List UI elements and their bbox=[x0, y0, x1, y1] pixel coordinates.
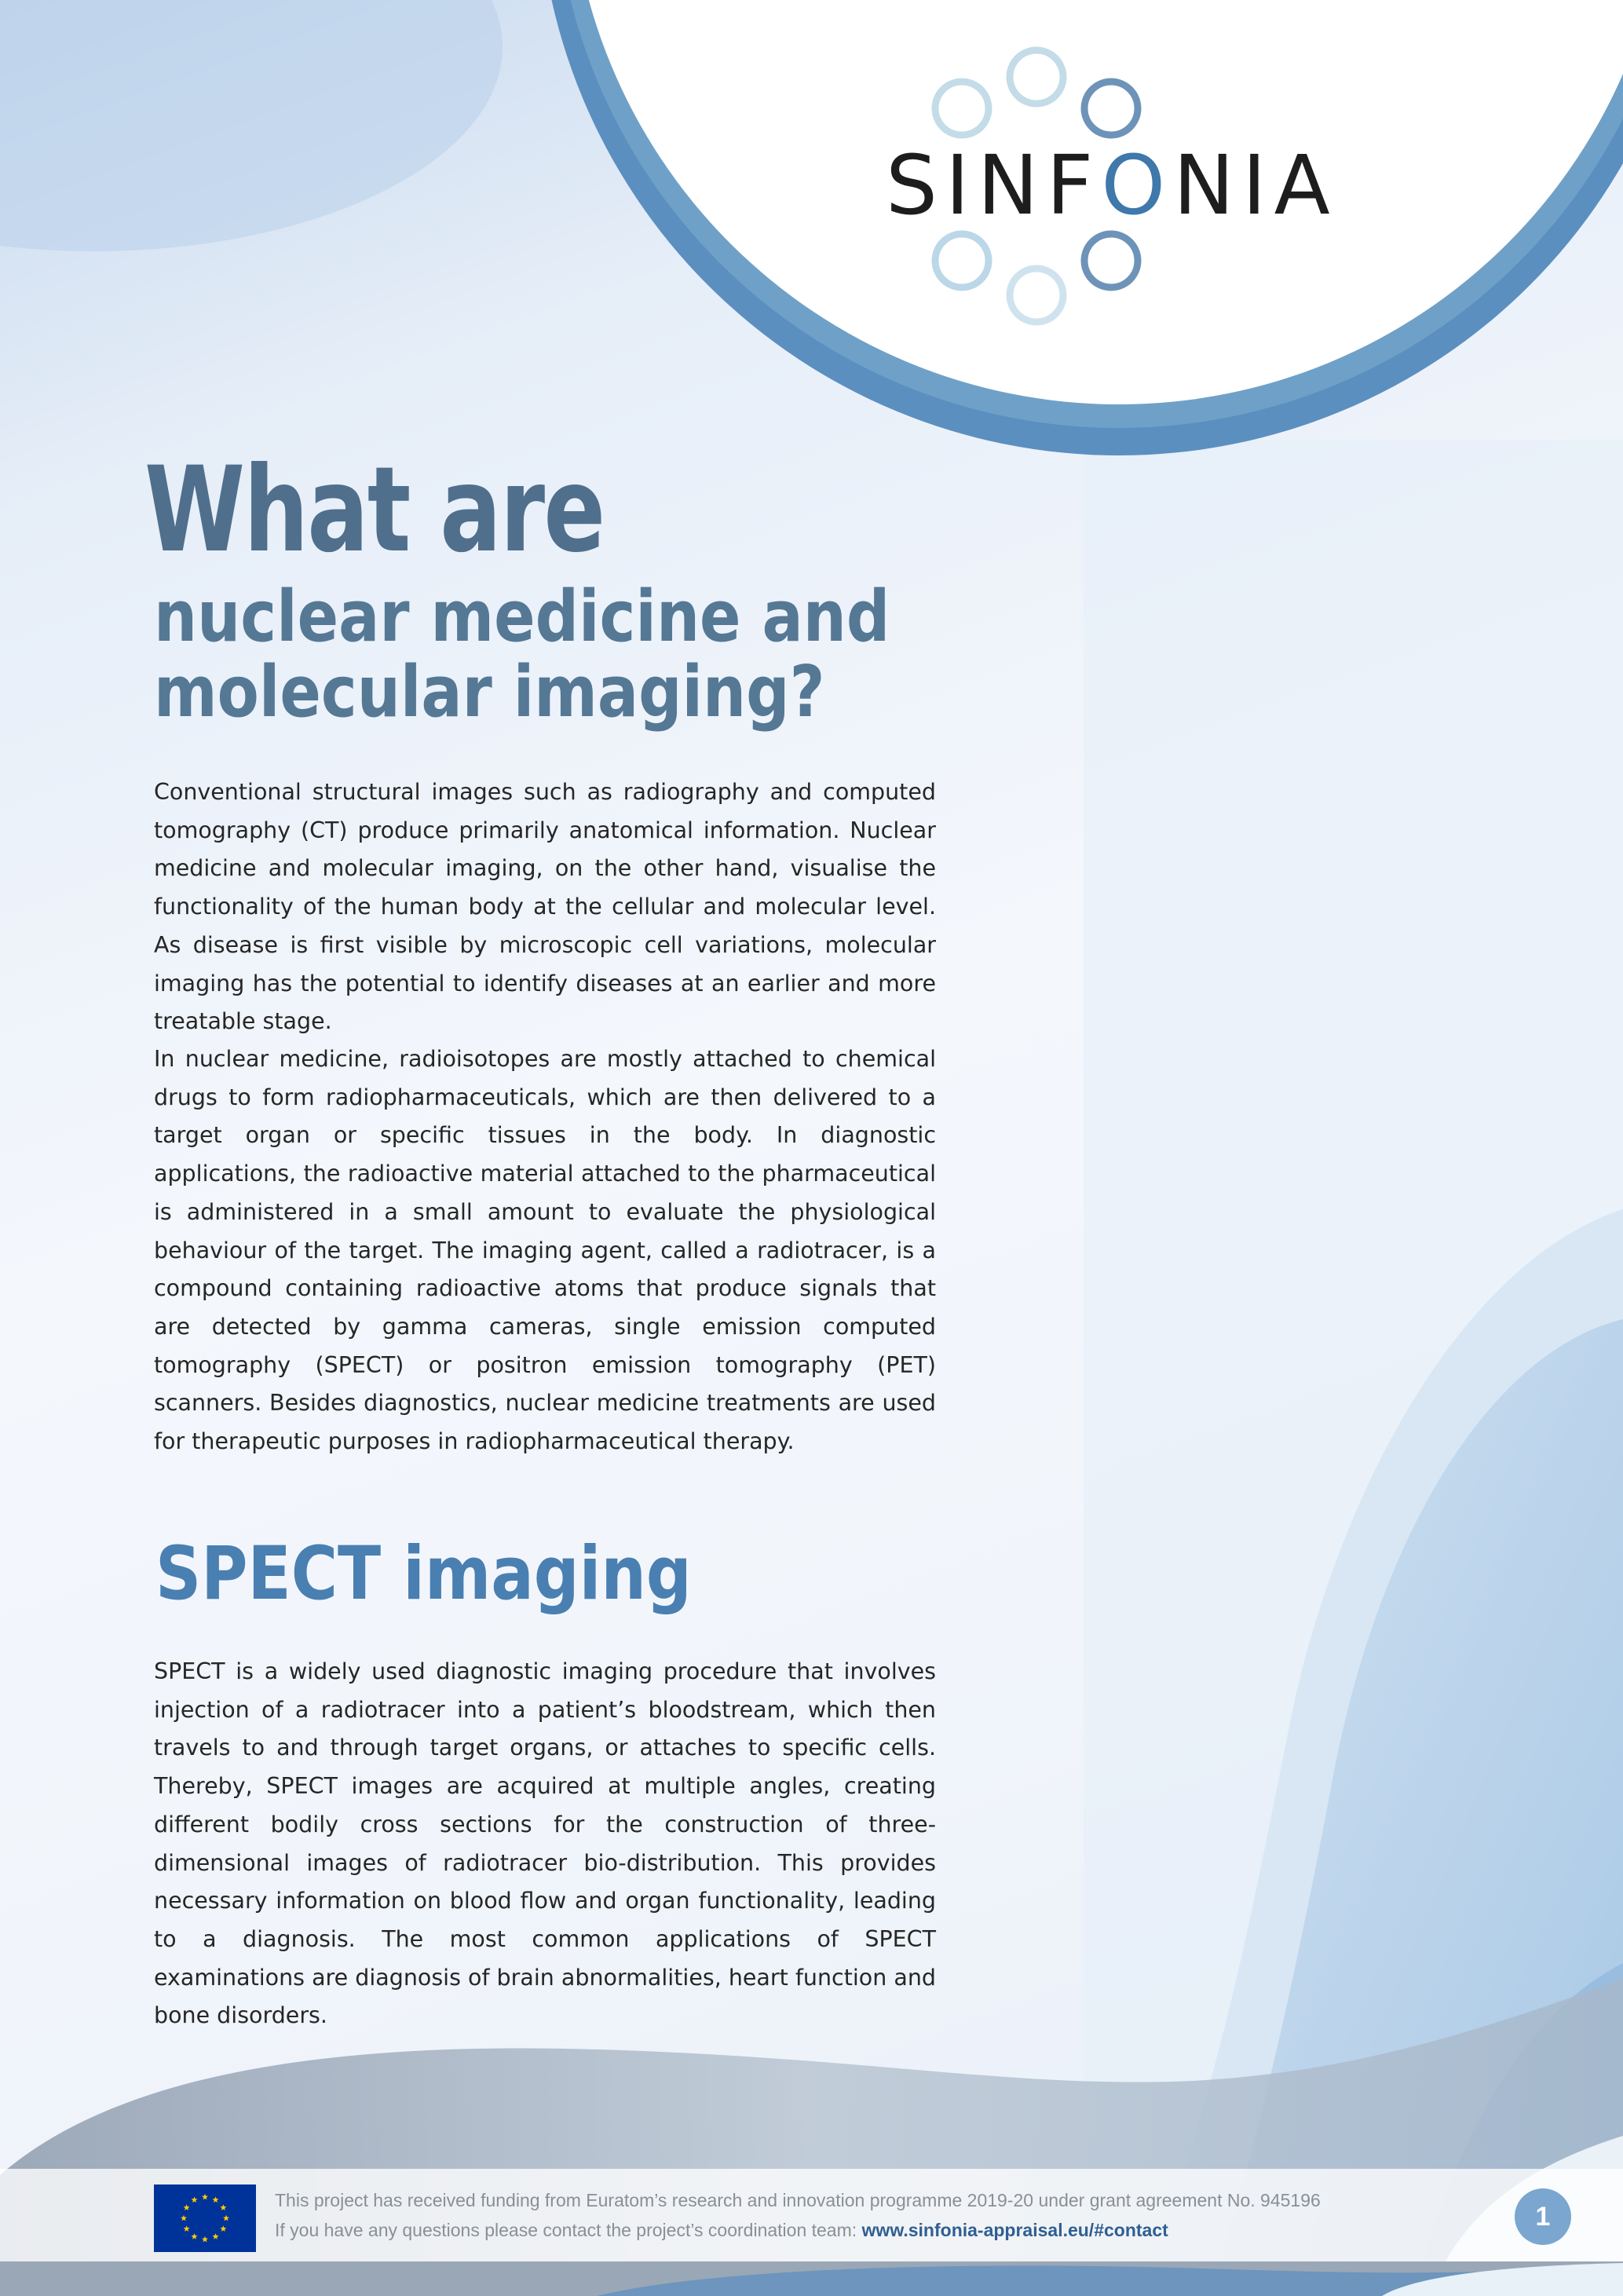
ring-icon bbox=[1084, 82, 1138, 135]
funding-statement: This project has received funding from Euratom’s research and innovation programme 2019-20 under grant agreement No. 945196 bbox=[275, 2190, 1321, 2210]
logo-text-o: O bbox=[1101, 137, 1174, 233]
contact-statement bbox=[275, 2220, 1453, 2241]
ring-icon bbox=[1084, 234, 1138, 287]
nuclear-medicine-paragraph: In nuclear medicine, radioisotopes are mostly attached to chemical drugs to form radiopharmaceuticals, which are then delivered to a target organ or specific tissues in the body. In diagnostic applications, the radioactive material attached to the pharmaceutical is administered in a small amount to evaluate the physiological behaviour of the target. The imaging agent, called a radiotracer, is a compound containing radioactive atoms that produce signals that are detected by gamma cameras, single emission computed tomography (SPECT) or positron emission tomography (PET) scanners. Besides diagnostics, nuclear medicine treatments are used for therapeutic purposes in radiopharmaceutical therapy. bbox=[154, 1046, 936, 1455]
ring-icon bbox=[935, 234, 989, 287]
page-subtitle bbox=[154, 576, 930, 733]
logo-text-part: NIA bbox=[1173, 137, 1338, 233]
page-number-badge: 1 bbox=[1515, 2188, 1571, 2245]
subtitle-line-1: nuclear medicine and bbox=[154, 576, 890, 658]
subtitle-line-2: molecular imaging? bbox=[154, 651, 825, 733]
bottom-band bbox=[0, 2261, 1623, 2296]
ring-icon bbox=[1010, 50, 1063, 104]
intro-paragraph: Conventional structural images such as radiography and computed tomography (CT) produce primarily anatomical information. Nuclear medicine and molecular imaging, on the other hand, visualise the functionality of the human body at the cellular and molecular level. As disease is first visible by microscopic cell variations, molecular imaging has the potential to identify diseases at an earlier and more treatable stage. bbox=[154, 779, 936, 1035]
contact-link[interactable]: www.sinfonia-appraisal.eu/#contact bbox=[861, 2220, 1168, 2240]
eu-flag-icon bbox=[154, 2184, 256, 2252]
sinfonia-logo bbox=[886, 138, 1357, 232]
spect-paragraph: SPECT is a widely used diagnostic imaging procedure that involves injection of a radiotracer into a patient’s bloodstream, which then travels to and through target organs, or attaches to specific cells. Thereby, SPECT images are acquired at multiple angles, creating different bodily cross sections for the construction of three-dimensional images of radiotracer bio-distribution. This provides necessary information on blood flow and organ functionality, leading to a diagnosis. The most common applications of SPECT examinations are diagnosis of brain abnormalities, heart function and bone disorders. bbox=[154, 1658, 936, 2029]
ring-icon bbox=[935, 82, 989, 135]
spect-heading: SPECT imaging bbox=[155, 1531, 692, 1617]
logo-text-part: SINF bbox=[886, 137, 1102, 233]
contact-prefix: If you have any questions please contact the project’s coordination team: bbox=[275, 2220, 862, 2240]
page-title: What are bbox=[144, 442, 605, 579]
ring-icon bbox=[1010, 269, 1063, 322]
